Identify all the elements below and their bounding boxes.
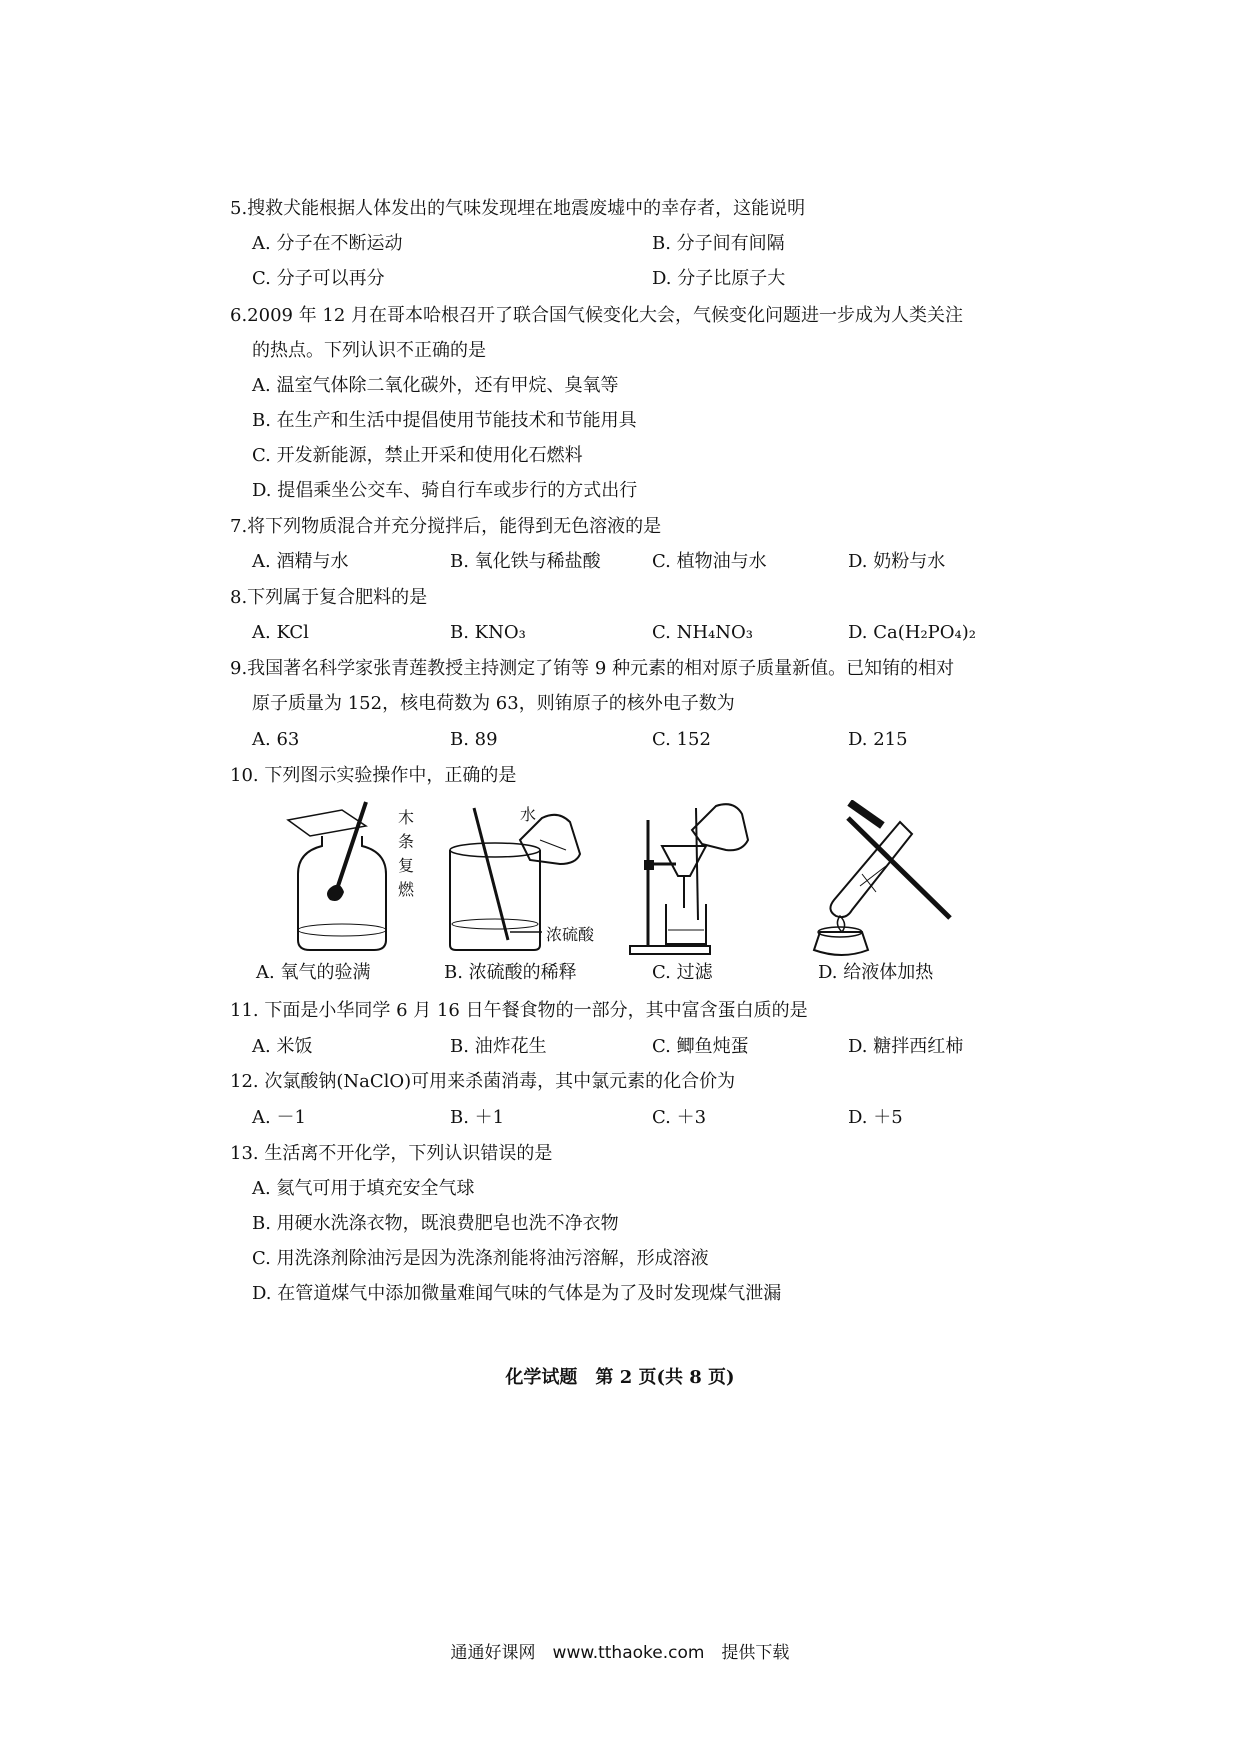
- fig-b-water-label: 水: [520, 805, 537, 824]
- q5-option-c: C. 分子可以再分: [252, 268, 385, 289]
- q10-option-a: A. 氧气的验满: [256, 962, 371, 983]
- q9-stem-line2: 原子质量为 152，核电荷数为 63，则铕原子的核外电子数为: [252, 693, 735, 714]
- q6-option-b: B. 在生产和生活中提倡使用节能技术和节能用具: [252, 410, 637, 431]
- q12-option-b: B. ＋1: [450, 1107, 505, 1128]
- q9-option-c: C. 152: [652, 729, 711, 750]
- q9-option-d: D. 215: [848, 729, 908, 750]
- q11-stem: 11. 下面是小华同学 6 月 16 日午餐食物的一部分，其中富含蛋白质的是: [230, 1000, 808, 1021]
- q13-option-a: A. 氦气可用于填充安全气球: [252, 1178, 475, 1199]
- q7-stem: 7.将下列物质混合并充分搅拌后，能得到无色溶液的是: [230, 516, 662, 537]
- q8-option-a: A. KCl: [252, 622, 309, 643]
- figure-c-filtration: [622, 800, 772, 960]
- q6-option-c: C. 开发新能源，禁止开采和使用化石燃料: [252, 445, 583, 466]
- q9-option-a: A. 63: [252, 729, 300, 750]
- q8-option-c: C. NH₄NO₃: [652, 622, 753, 643]
- q11-option-c: C. 鲫鱼炖蛋: [652, 1036, 749, 1057]
- q11-option-a: A. 米饭: [252, 1036, 313, 1057]
- q11-option-d: D. 糖拌西红柿: [848, 1036, 964, 1057]
- q13-option-d: D. 在管道煤气中添加微量难闻气味的气体是为了及时发现煤气泄漏: [252, 1283, 782, 1304]
- q10-option-c: C. 过滤: [652, 962, 713, 983]
- q9-stem-line1: 9.我国著名科学家张青莲教授主持测定了铕等 9 种元素的相对原子质量新值。已知铕的相对: [230, 658, 955, 679]
- q13-stem: 13. 生活离不开化学，下列认识错误的是: [230, 1143, 553, 1164]
- q8-option-d: D. Ca(H₂PO₄)₂: [848, 622, 976, 643]
- q7-option-b: B. 氧化铁与稀盐酸: [450, 551, 601, 572]
- q6-stem-line1: 6.2009 年 12 月在哥本哈根召开了联合国气候变化大会，气候变化问题进一步成为人类关注: [230, 305, 964, 326]
- q5-stem: 5.搜救犬能根据人体发出的气味发现埋在地震废墟中的幸存者，这能说明: [230, 198, 806, 219]
- q13-option-b: B. 用硬水洗涤衣物，既浪费肥皂也洗不净衣物: [252, 1213, 619, 1234]
- q5-option-d: D. 分子比原子大: [652, 268, 786, 289]
- fig-a-side-label: 木条复燃: [398, 808, 415, 899]
- q8-stem: 8.下列属于复合肥料的是: [230, 587, 428, 608]
- q6-option-a: A. 温室气体除二氧化碳外，还有甲烷、臭氧等: [252, 375, 619, 396]
- q10-stem: 10. 下列图示实验操作中，正确的是: [230, 765, 517, 786]
- site-credit: 通通好课网 www.tthaoke.com 提供下载: [450, 1643, 790, 1663]
- fig-b-acid-label: 浓硫酸: [546, 925, 595, 944]
- q11-option-b: B. 油炸花生: [450, 1036, 547, 1057]
- q5-option-b: B. 分子间有间隔: [652, 233, 785, 254]
- page-footer: 化学试题 第 2 页(共 8 页): [505, 1367, 735, 1388]
- figure-d-heating-liquid: [790, 800, 960, 960]
- q7-option-d: D. 奶粉与水: [848, 551, 946, 572]
- q6-stem-line2: 的热点。下列认识不正确的是: [252, 340, 486, 361]
- q7-option-a: A. 酒精与水: [252, 551, 349, 572]
- q12-stem: 12. 次氯酸钠(NaClO)可用来杀菌消毒，其中氯元素的化合价为: [230, 1071, 736, 1092]
- q12-option-c: C. ＋3: [652, 1107, 707, 1128]
- q6-option-d: D. 提倡乘坐公交车、骑自行车或步行的方式出行: [252, 480, 638, 501]
- q10-option-b: B. 浓硫酸的稀释: [444, 962, 577, 983]
- q13-option-c: C. 用洗涤剂除油污是因为洗涤剂能将油污溶解，形成溶液: [252, 1248, 709, 1269]
- q7-option-c: C. 植物油与水: [652, 551, 767, 572]
- q12-option-d: D. ＋5: [848, 1107, 903, 1128]
- q12-option-a: A. －1: [252, 1107, 306, 1128]
- q5-option-a: A. 分子在不断运动: [252, 233, 403, 254]
- q8-option-b: B. KNO₃: [450, 622, 526, 643]
- q10-option-d: D. 给液体加热: [818, 962, 934, 983]
- q9-option-b: B. 89: [450, 729, 498, 750]
